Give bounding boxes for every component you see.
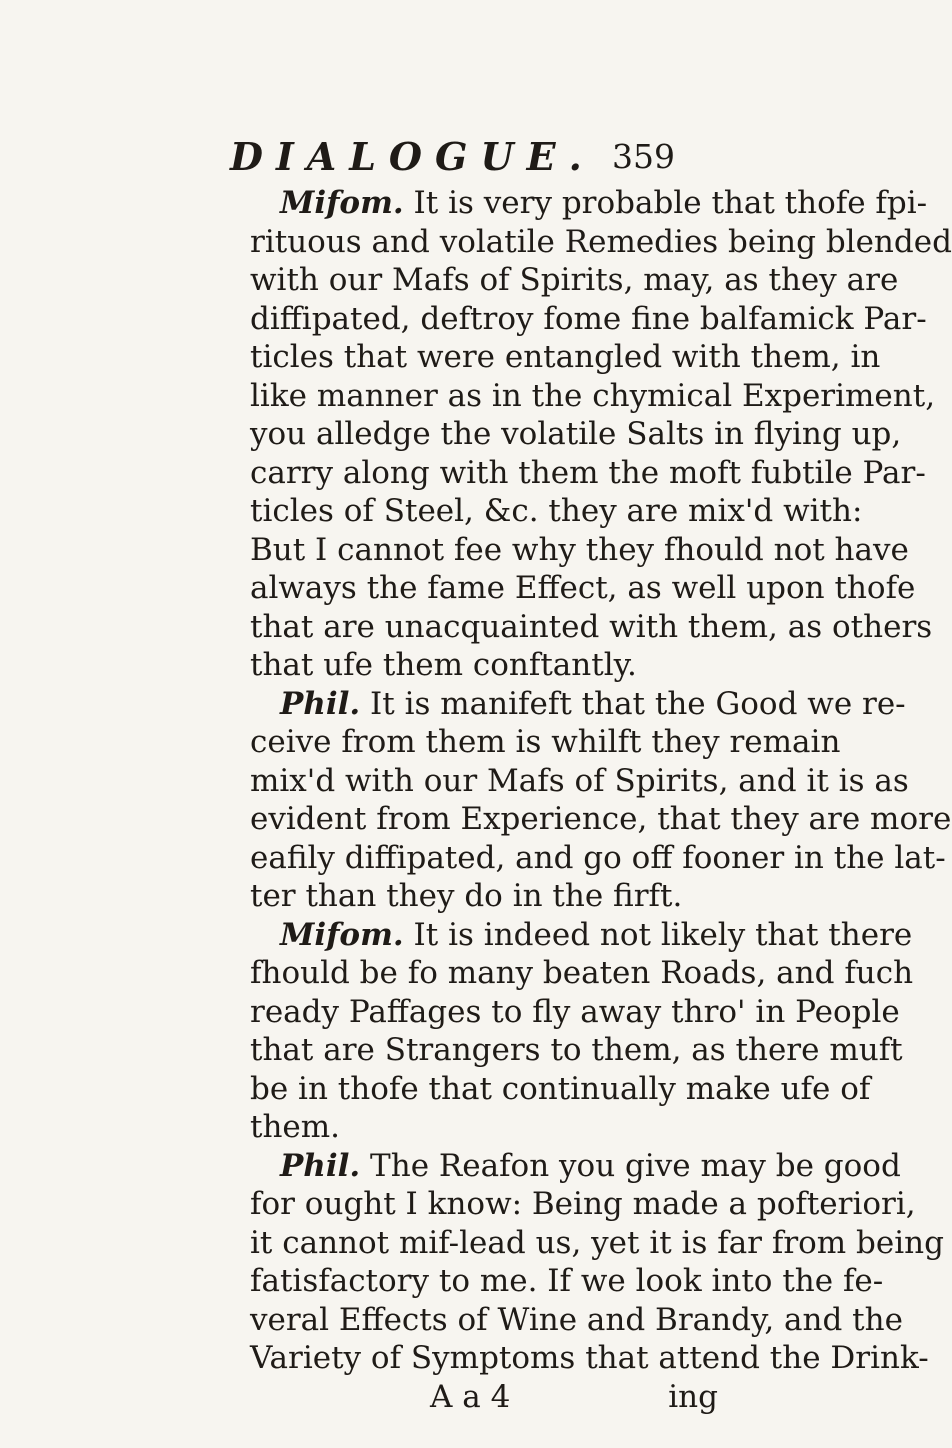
line-text: always the fame Effect, as well upon thofe	[250, 570, 916, 606]
speaker-name: Phil.	[280, 685, 361, 722]
speaker-name: Phil.	[280, 1147, 361, 1184]
page-number: 359	[612, 137, 675, 176]
text-line	[250, 1262, 884, 1301]
line-text: be in thofe that continually make ufe of	[250, 1070, 871, 1107]
line-text: ticles of Steel, &c. they are mix'd with:	[250, 493, 863, 529]
line-text: rituous and volatile Remedies being blended	[250, 223, 952, 260]
line-text: it cannot mif-lead us, yet it is far from being	[250, 1224, 944, 1261]
line-text: ceive from them is whilft they remain	[250, 724, 841, 760]
text-line	[250, 762, 909, 801]
text-line	[250, 1070, 871, 1109]
text-line	[250, 877, 718, 916]
line-text: with our Mafs of Spirits, may, as they are	[250, 262, 899, 298]
line-text: that are unacquainted with them, as others	[250, 608, 933, 645]
line-text: that ufe them conftantly.	[250, 647, 637, 683]
line-text: carry along with them the moft fubtile Par-	[250, 454, 926, 491]
page-footer	[250, 1378, 718, 1417]
line-text: It is indeed not likely that there	[403, 916, 913, 953]
line-text: evident from Experience, that they are more	[250, 801, 952, 837]
line-text: them.	[250, 1109, 341, 1145]
line-text: ticles that were entangled with them, in	[250, 339, 881, 375]
line-text: eafily diffipated, and go off fooner in the lat-	[250, 839, 946, 876]
speaker-name: Mifom.	[280, 185, 404, 221]
text-line	[250, 1339, 929, 1378]
text-line	[250, 261, 899, 300]
line-text: like manner as in the chymical Experiment,	[250, 377, 936, 414]
text-line	[250, 569, 916, 608]
line-text: veral Effects of Wine and Brandy, and the	[250, 1301, 903, 1338]
signature-mark: A a 4	[430, 1378, 511, 1415]
text-line	[250, 454, 926, 493]
text-line	[250, 184, 928, 223]
running-head: DIALOGUE.	[230, 134, 595, 179]
text-line	[250, 1031, 903, 1070]
text-line	[250, 531, 909, 570]
line-text: The Reafon you give may be good	[360, 1147, 901, 1184]
line-text: for ought I know: Being made a pofteriori,	[250, 1186, 916, 1222]
text-line	[250, 608, 933, 647]
text-line	[250, 223, 952, 262]
text-line	[250, 1301, 903, 1340]
text-line	[250, 492, 863, 531]
line-text: that are Strangers to them, as there muft	[250, 1032, 903, 1068]
text-line	[250, 415, 902, 454]
line-text: It is very probable that thofe fpi-	[403, 185, 928, 221]
body-text	[250, 184, 952, 1416]
text-line	[250, 954, 914, 993]
text-line	[250, 1224, 944, 1263]
catchword: ing	[668, 1378, 718, 1415]
text-line	[250, 1108, 718, 1147]
text-line	[250, 300, 927, 339]
line-text: ter than they do in the firft.	[250, 878, 683, 914]
speaker-name: Mifom.	[280, 916, 404, 953]
text-line	[250, 646, 718, 685]
text-line	[250, 916, 913, 955]
line-text: diffipated, deftroy fome fine balfamick Par-	[250, 300, 927, 337]
text-line	[250, 377, 936, 416]
text-line	[250, 685, 906, 724]
line-text: Variety of Symptoms that attend the Drink-	[250, 1340, 929, 1376]
text-line	[250, 1147, 901, 1186]
text-line	[250, 338, 881, 377]
line-text: ready Paffages to fly away thro' in People	[250, 993, 900, 1030]
page-header	[230, 132, 675, 182]
line-text: mix'd with our Mafs of Spirits, and it is as	[250, 762, 909, 799]
line-text: But I cannot fee why they fhould not have	[250, 531, 909, 568]
line-text: fatisfactory to me. If we look into the fe-	[250, 1263, 884, 1299]
text-line	[250, 993, 900, 1032]
text-line	[250, 1185, 916, 1224]
line-text: you alledge the volatile Salts in flying up,	[250, 416, 902, 452]
text-line	[250, 723, 841, 762]
text-line	[250, 839, 946, 878]
line-text: fhould be fo many beaten Roads, and fuch	[250, 955, 914, 991]
text-line	[250, 800, 952, 839]
line-text: It is manifeft that the Good we re-	[360, 685, 906, 722]
